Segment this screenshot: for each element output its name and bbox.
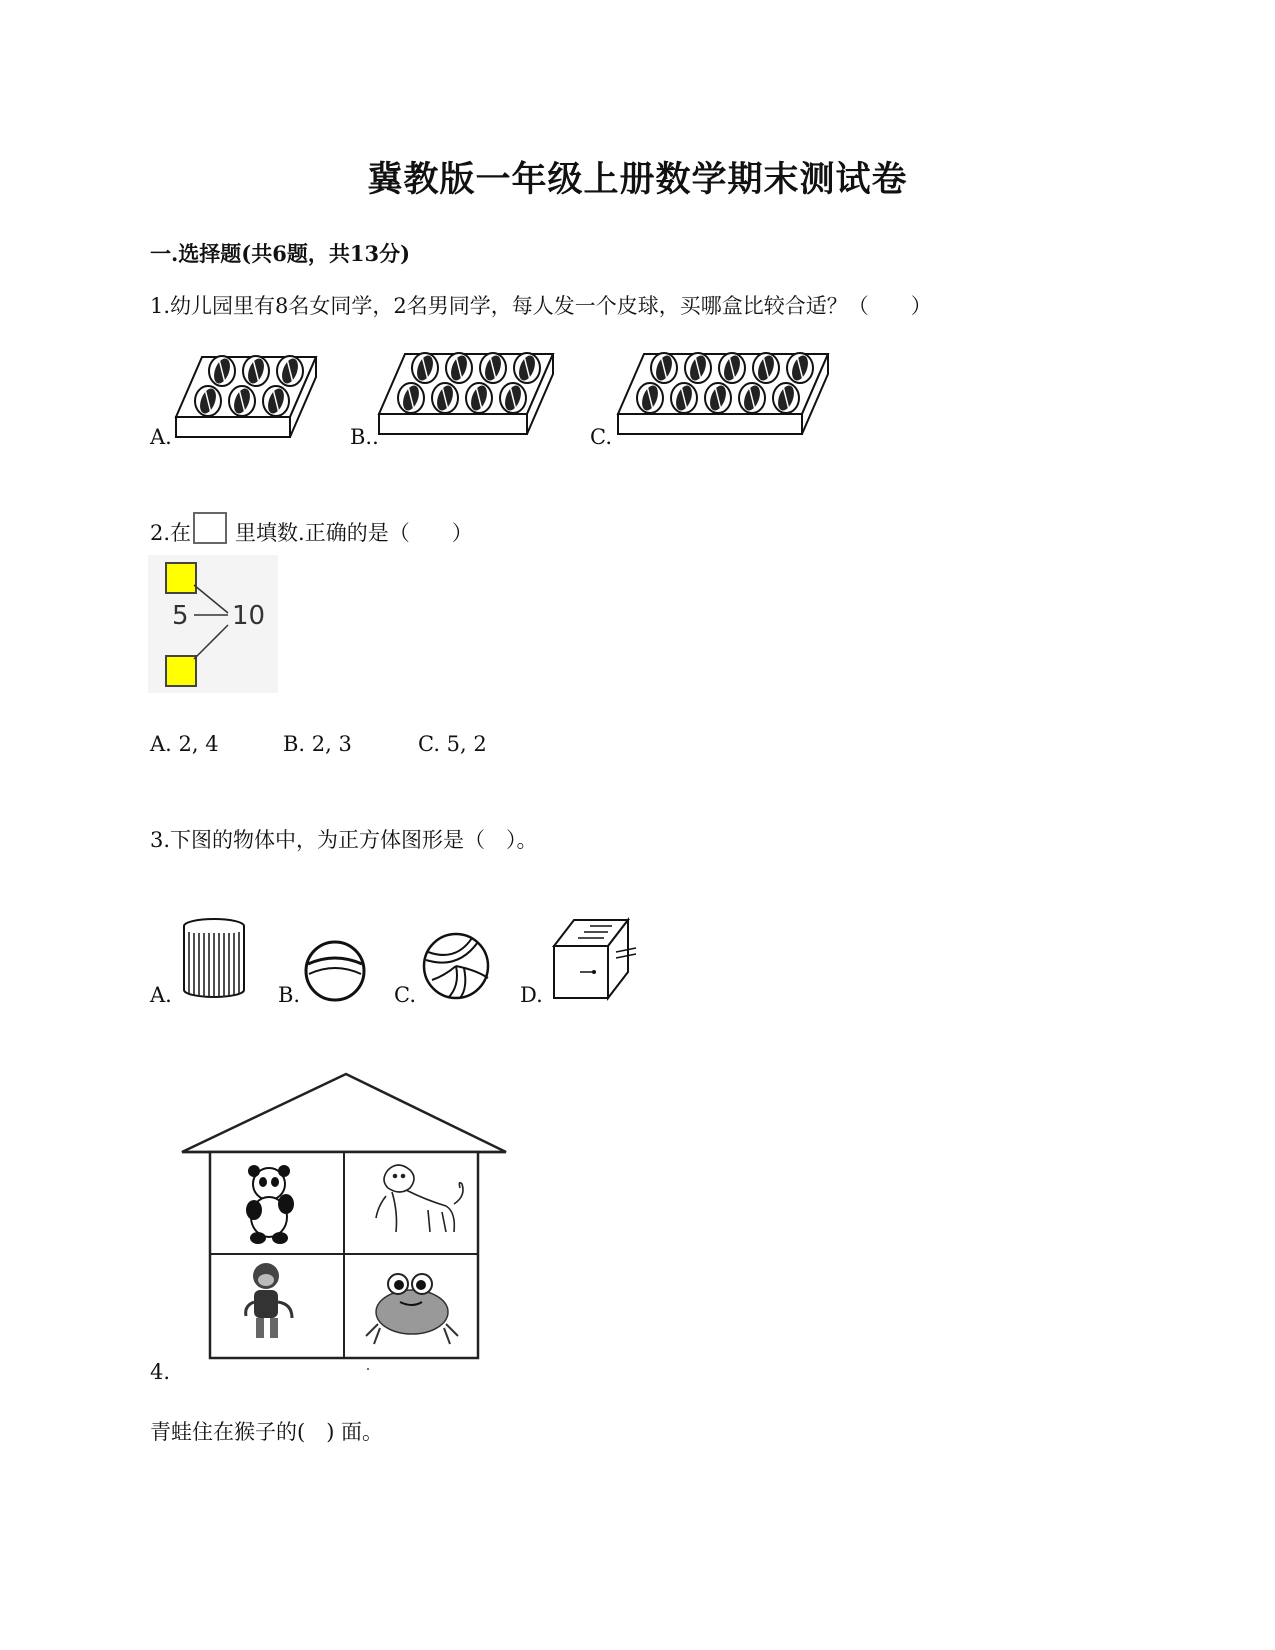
question-1-text: 1.幼儿园里有8名女同学，2名男同学，每人发一个皮球，买哪盒比较合适？（ ） [150, 294, 932, 318]
blank-box-icon [193, 512, 227, 544]
striped-ball-icon [446, 353, 472, 383]
question-2-text [150, 512, 473, 547]
page-title: 冀教版一年级上册数学期末测试卷 [367, 159, 908, 200]
striped-ball-icon [719, 353, 745, 383]
striped-ball-icon [277, 356, 303, 386]
striped-ball-icon [773, 383, 799, 413]
striped-ball-icon [637, 383, 663, 413]
striped-ball-icon [229, 386, 255, 416]
striped-ball-icon [466, 383, 492, 413]
q3-option-c-label: C. [394, 983, 416, 1007]
bond-right-number: 10 [232, 601, 266, 631]
q2-option-b: B. 2, 3 [283, 732, 352, 756]
striped-ball-icon [432, 383, 458, 413]
q3-option-d-label: D. [520, 983, 543, 1007]
striped-ball-icon [651, 353, 677, 383]
q3-option-b-label: B. [278, 983, 301, 1007]
striped-ball-icon [398, 383, 424, 413]
striped-ball-icon [243, 356, 269, 386]
striped-ball-icon [412, 353, 438, 383]
question-4-number: 4. [150, 1360, 171, 1384]
striped-ball-icon [209, 356, 235, 386]
q1-option-b-label: B.. [350, 425, 379, 449]
striped-ball-icon [685, 353, 711, 383]
q3-option-a-label: A. [150, 983, 172, 1007]
striped-ball-icon [195, 386, 221, 416]
q2-text-before: 2.在 [150, 521, 192, 545]
volleyball-icon [420, 930, 492, 1002]
section-heading: 一.选择题(共6题，共13分) [150, 241, 411, 266]
ball-box-8-icon [377, 352, 557, 447]
ball-box-10-icon [616, 352, 831, 447]
question-4-text: 青蛙住在猴子的( ) 面。 [150, 1420, 384, 1444]
striped-ball-icon [705, 383, 731, 413]
q1-option-c-label: C. [590, 425, 612, 449]
striped-ball-icon [480, 353, 506, 383]
q1-option-a-label: A. [150, 425, 172, 449]
animal-house-figure [180, 1072, 510, 1372]
striped-ball-icon [671, 383, 697, 413]
bond-left-number: 5 [172, 601, 189, 631]
number-bond-figure [148, 555, 278, 693]
ball-box-6-icon [174, 355, 319, 450]
q2-text-after: 里填数.正确的是（ ） [235, 521, 473, 545]
cylinder-icon [180, 918, 248, 1000]
striped-ball-icon [739, 383, 765, 413]
striped-ball-icon [263, 386, 289, 416]
q2-option-a: A. 2, 4 [150, 732, 219, 756]
cube-box-icon [550, 916, 640, 1002]
question-3-text: 3.下图的物体中，为正方体图形是（ ）。 [150, 828, 538, 852]
striped-ball-icon [753, 353, 779, 383]
striped-ball-icon [500, 383, 526, 413]
striped-ball-icon [514, 353, 540, 383]
ball-icon [302, 938, 368, 1004]
q2-option-c: C. 5, 2 [418, 732, 487, 756]
striped-ball-icon [787, 353, 813, 383]
